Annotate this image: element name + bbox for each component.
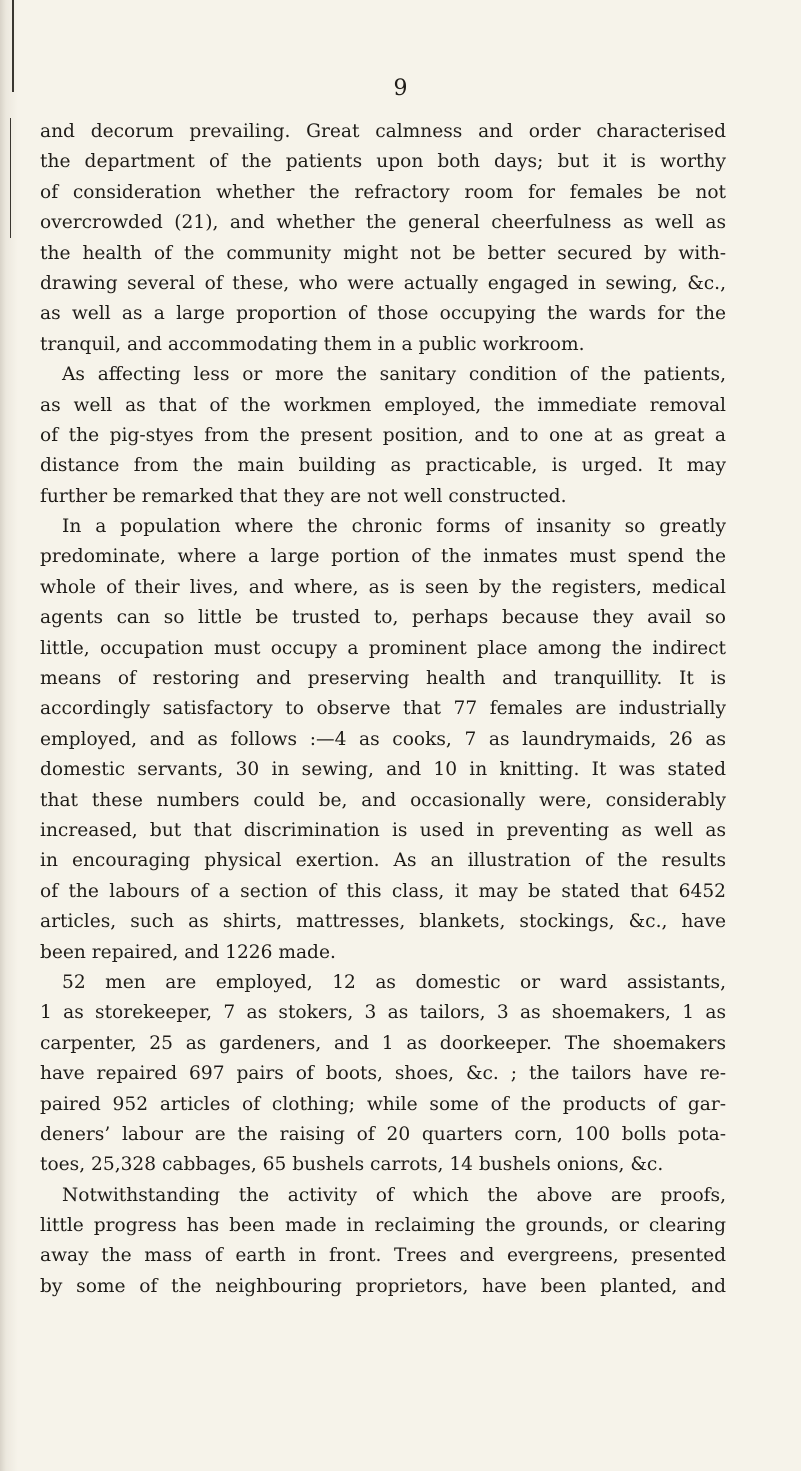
text-line: whole of their lives, and where, as is seen by the registers, medical [40, 576, 726, 598]
text-line: away the mass of earth in front. Trees and evergreens, presented [40, 1245, 726, 1267]
text-line: in encouraging physical exertion. As an illustration of the results [40, 850, 726, 872]
paragraph [40, 1181, 726, 1303]
text-line: articles, such as shirts, mattresses, blankets, stockings, &c., have [40, 911, 726, 933]
text-line: little, occupation must occupy a prominent place among the indirect [40, 637, 726, 659]
paragraph [40, 512, 726, 968]
text-line: means of restoring and preserving health and tranquillity. It is [40, 668, 726, 690]
text-line: of the pig-styes from the present position, and to one at as great a [40, 424, 726, 446]
paragraph [40, 117, 726, 360]
text-line: been repaired, and 1226 made. [40, 941, 336, 963]
page-left-edge-shadow [0, 0, 18, 1471]
text-line: overcrowded (21), and whether the general cheerfulness as well as [40, 212, 726, 234]
text-line: tranquil, and accommodating them in a public workroom. [40, 333, 585, 355]
text-line: and decorum prevailing. Great calmness and order characterised [40, 121, 726, 142]
text-line: Notwithstanding the activity of which the above are proofs, [62, 1184, 726, 1206]
text-line: of the labours of a section of this class, it may be stated that 6452 [40, 880, 726, 902]
body-text [40, 117, 726, 1302]
text-line: as well as that of the workmen employed, the immediate removal [40, 394, 726, 416]
page-number: 9 [393, 76, 408, 101]
text-line: employed, and as follows :—4 as cooks, 7 as laundrymaids, 26 as [40, 728, 726, 750]
text-line: carpenter, 25 as gardeners, and 1 as doorkeeper. The shoemakers [40, 1032, 726, 1054]
text-line: 1 as storekeeper, 7 as stokers, 3 as tailors, 3 as shoemakers, 1 as [40, 1002, 726, 1024]
text-line: drawing several of these, who were actually engaged in sewing, &c., [40, 272, 726, 294]
text-line: by some of the neighbouring proprietors, have been planted, and [40, 1275, 726, 1297]
text-line: predominate, where a large portion of the inmates must spend the [40, 546, 726, 568]
text-line: In a population where the chronic forms of insanity so greatly [62, 516, 726, 538]
text-line: As affecting less or more the sanitary condition of the patients, [62, 364, 726, 386]
text-line: agents can so little be trusted to, perhaps because they avail so [40, 607, 726, 629]
text-line: of consideration whether the refractory room for females be not [40, 181, 726, 203]
text-line: accordingly satisfactory to observe that 77 females are industrially [40, 698, 726, 720]
text-line: have repaired 697 pairs of boots, shoes, &c. ; the tailors have re- [40, 1063, 726, 1085]
text-line: as well as a large proportion of those occupying the wards for the [40, 303, 726, 325]
paragraph [40, 968, 726, 1181]
paragraph [40, 360, 726, 512]
text-line: domestic servants, 30 in sewing, and 10 in knitting. It was stated [40, 759, 726, 781]
text-line: further be remarked that they are not well constructed. [40, 485, 567, 507]
binding-line-middle [10, 118, 11, 238]
text-line: 52 men are employed, 12 as domestic or ward assistants, [62, 971, 726, 993]
text-line: toes, 25,328 cabbages, 65 bushels carrots, 14 bushels onions, &c. [40, 1154, 664, 1176]
text-line: little progress has been made in reclaiming the grounds, or clearing [40, 1215, 726, 1237]
text-line: distance from the main building as practicable, is urged. It may [40, 455, 726, 477]
text-line: the health of the community might not be better secured by with- [40, 242, 726, 264]
text-line: deners’ labour are the raising of 20 quarters corn, 100 bolls pota- [40, 1123, 726, 1145]
text-line: paired 952 articles of clothing; while some of the products of gar- [40, 1093, 726, 1115]
text-line: that these numbers could be, and occasionally were, considerably [40, 789, 726, 811]
text-line: increased, but that discrimination is used in preventing as well as [40, 819, 726, 841]
text-line: the department of the patients upon both days; but it is worthy [40, 151, 726, 173]
